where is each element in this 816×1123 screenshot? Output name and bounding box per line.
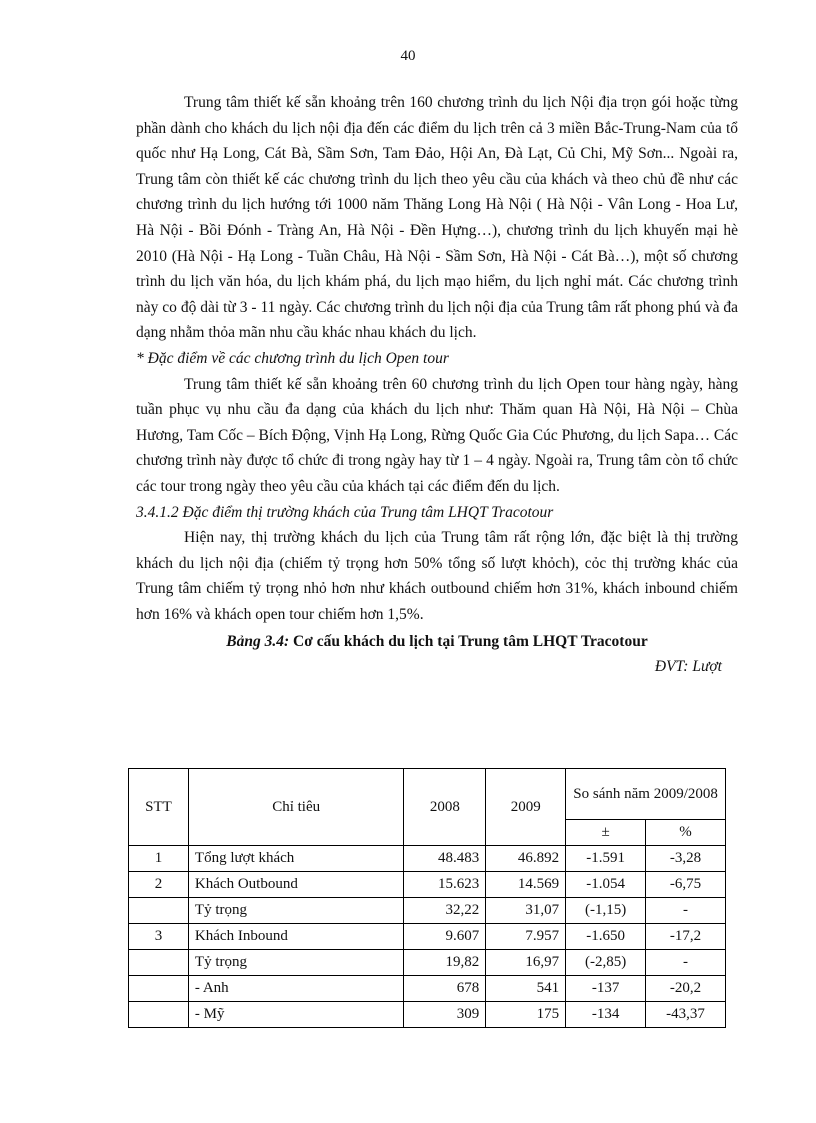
row-2009: 16,97 (486, 950, 566, 976)
header-indicator: Chỉ tiêu (188, 769, 403, 846)
row-stt: 3 (129, 924, 189, 950)
heading-open-tour: * Đặc điểm về các chương trình du lịch Open tour (136, 349, 449, 367)
row-pct: - (646, 950, 726, 976)
table-row (129, 924, 726, 950)
paragraph-domestic-tours: Trung tâm thiết kế sẵn khoảng trên 160 chương trình du lịch Nội địa trọn gói hoặc từng phần dành cho khách du lịch nội địa đến các điểm du lịch trên cả 3 miền Bắc-Trung-Nam của tổ quốc như Hạ Long, Cát Bà, Sầm Sơn, Tam Đảo, Hội An, Đà Lạt, Củ Chi, Mỹ Sơn... Ngoài ra, Trung tâm còn thiết kế các chương trình du lịch theo yêu cầu của khách và theo chủ đề như các chương trình du lịch hướng tới 1000 năm Thăng Long Hà Nội ( Hà Nội - Vân Long - Hoa Lư, Hà Nội - Bồi Đónh - Tràng An, Hà Nội - Đền Hựng…), chương trình du lịch khuyến mại hè 2010 (Hà Nội - Hạ Long - Tuần Châu, Hà Nội - Sầm Sơn, Hà Nội - Cát Bà…), một số chương trình du lịch văn hóa, du lịch khám phá, du lịch mạo hiểm, du lịch nghỉ mát. Các chương trình này co độ dài từ 3 - 11 ngày. Các chương trình du lịch nội địa của Trung tâm rất phong phú và đa dạng nhằm thỏa mãn nhu cầu khác nhau khách du lịch. (136, 94, 738, 342)
row-indicator: Tỷ trọng (188, 950, 403, 976)
row-diff: (-1,15) (566, 898, 646, 924)
row-2008: 309 (404, 1002, 486, 1028)
row-stt (129, 950, 189, 976)
row-2008: 19,82 (404, 950, 486, 976)
header-2009: 2009 (486, 769, 566, 846)
table-row (129, 950, 726, 976)
table-unit: ĐVT: Lượt (654, 658, 722, 676)
table-row (129, 872, 726, 898)
page-number: 40 (400, 48, 416, 64)
header-2008: 2008 (404, 769, 486, 846)
row-pct: -6,75 (646, 872, 726, 898)
row-2009: 46.892 (486, 846, 566, 872)
table-row (129, 846, 726, 872)
row-diff: -1.650 (566, 924, 646, 950)
document-body (136, 90, 738, 679)
table-row (129, 1002, 726, 1028)
row-pct: -17,2 (646, 924, 726, 950)
row-2009: 14.569 (486, 872, 566, 898)
row-2008: 678 (404, 976, 486, 1002)
row-stt: 1 (129, 846, 189, 872)
row-pct: -3,28 (646, 846, 726, 872)
row-indicator: Tổng lượt khách (188, 846, 403, 872)
header-diff: ± (566, 820, 646, 846)
row-2008: 9.607 (404, 924, 486, 950)
row-2009: 31,07 (486, 898, 566, 924)
row-diff: -137 (566, 976, 646, 1002)
row-diff: -1.591 (566, 846, 646, 872)
row-indicator: Khách Outbound (188, 872, 403, 898)
header-stt: STT (129, 769, 189, 846)
header-compare: So sánh năm 2009/2008 (566, 769, 726, 820)
row-pct: - (646, 898, 726, 924)
paragraph-market: Hiện nay, thị trường khách du lịch của Trung tâm rất rộng lớn, đặc biệt là thị trường khách du lịch nội địa (chiếm tỷ trọng hơn 50% tổng số lượt khỏch), cỏc thị trường khác của Trung tâm chiếm tỷ trọng nhỏ hơn như khách outbound chiếm hơn 31%, khách inbound chiếm hơn 16% và khách open tour chiếm hơn 1,5%. (136, 529, 738, 623)
heading-section-3-4-1-2: 3.4.1.2 Đặc điểm thị trường khách của Trung tâm LHQT Tracotour (136, 503, 554, 521)
row-pct: -43,37 (646, 1002, 726, 1028)
paragraph-open-tour: Trung tâm thiết kế sẵn khoảng trên 60 chương trình du lịch Open tour hàng ngày, hàng tuần phục vụ nhu cầu đa dạng của khách du lịch như: Thăm quan Hà Nội, Hà Nội – Chùa Hương, Tam Cốc – Bích Động, Vịnh Hạ Long, Rừng Quốc Gia Cúc Phương, du lịch Sapa… Các chương trình này được tổ chức đi trong ngày hay từ 1 – 4 ngày. Ngoài ra, Trung tâm còn tổ chức các tour trong ngày theo yêu cầu của khách tại các điểm đến du lịch. (136, 375, 738, 495)
row-indicator: Khách Inbound (188, 924, 403, 950)
visitor-structure-table (128, 768, 726, 1028)
table-label: Bảng 3.4: (226, 633, 290, 651)
row-indicator: - Mỹ (188, 1002, 403, 1028)
row-diff: (-2,85) (566, 950, 646, 976)
row-2009: 541 (486, 976, 566, 1002)
row-2009: 175 (486, 1002, 566, 1028)
row-pct: -20,2 (646, 976, 726, 1002)
row-diff: -134 (566, 1002, 646, 1028)
row-stt (129, 898, 189, 924)
row-2008: 32,22 (404, 898, 486, 924)
row-2009: 7.957 (486, 924, 566, 950)
row-indicator: - Anh (188, 976, 403, 1002)
table-row (129, 898, 726, 924)
table-row (129, 976, 726, 1002)
row-diff: -1.054 (566, 872, 646, 898)
table-title (136, 629, 738, 655)
row-2008: 15.623 (404, 872, 486, 898)
row-2008: 48.483 (404, 846, 486, 872)
row-indicator: Tỷ trọng (188, 898, 403, 924)
row-stt (129, 1002, 189, 1028)
table-caption: Cơ cấu khách du lịch tại Trung tâm LHQT Tracotour (289, 633, 648, 651)
row-stt: 2 (129, 872, 189, 898)
row-stt (129, 976, 189, 1002)
header-pct: % (646, 820, 726, 846)
